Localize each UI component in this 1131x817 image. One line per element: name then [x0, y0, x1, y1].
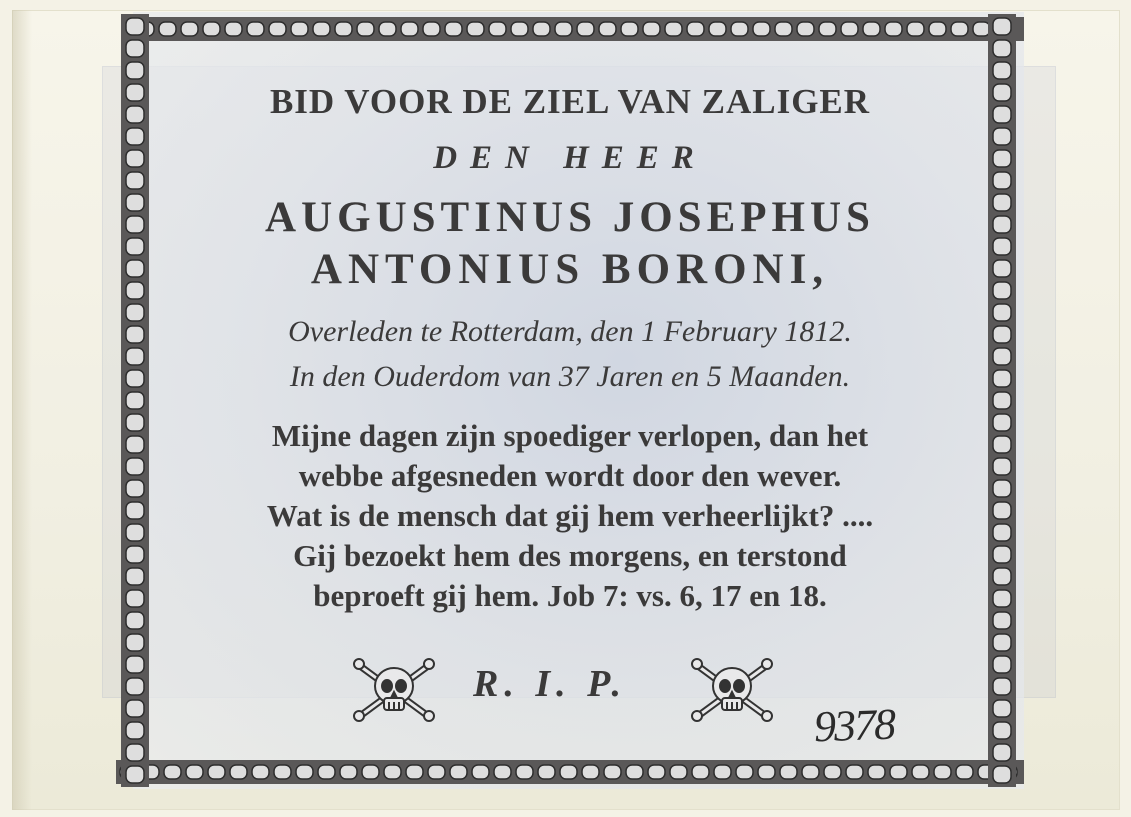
chain-border-right	[985, 14, 1019, 787]
verse-line: webbe afgesneden wordt door den wever.	[298, 458, 842, 493]
skull-crossbones-icon	[690, 658, 774, 722]
verse-line: Wat is de mensch dat gij hem verheerlijkt? ....	[266, 498, 874, 533]
verse-line: Mijne dagen zijn spoediger verlopen, dan het	[271, 418, 869, 453]
paper-edge-shadow	[12, 10, 32, 810]
chain-border-left	[118, 14, 152, 787]
verse-line: Gij bezoekt hem des morgens, en terstond	[293, 538, 847, 573]
deceased-name-line2: ANTONIUS BORONI,	[310, 246, 830, 293]
heading-title: DEN HEER	[433, 140, 707, 176]
chain-border-bottom	[116, 757, 1024, 787]
verse-line: beproeft gij hem. Job 7: vs. 6, 17 en 18.	[313, 578, 827, 613]
rip-inscription: R. I. P.	[473, 663, 627, 705]
skull-crossbones-icon	[352, 658, 436, 722]
chain-border-top	[133, 14, 1024, 44]
death-date-text: Overleden te Rotterdam, den 1 February 1812.	[288, 315, 852, 348]
heading-prayer: BID VOOR DE ZIEL VAN ZALIGER	[269, 82, 871, 121]
age-text: In den Ouderdom van 37 Jaren en 5 Maanden.	[289, 360, 851, 393]
deceased-name-line1: AUGUSTINUS JOSEPHUS	[265, 194, 875, 241]
handwritten-inventory-number: 9378	[813, 699, 895, 752]
